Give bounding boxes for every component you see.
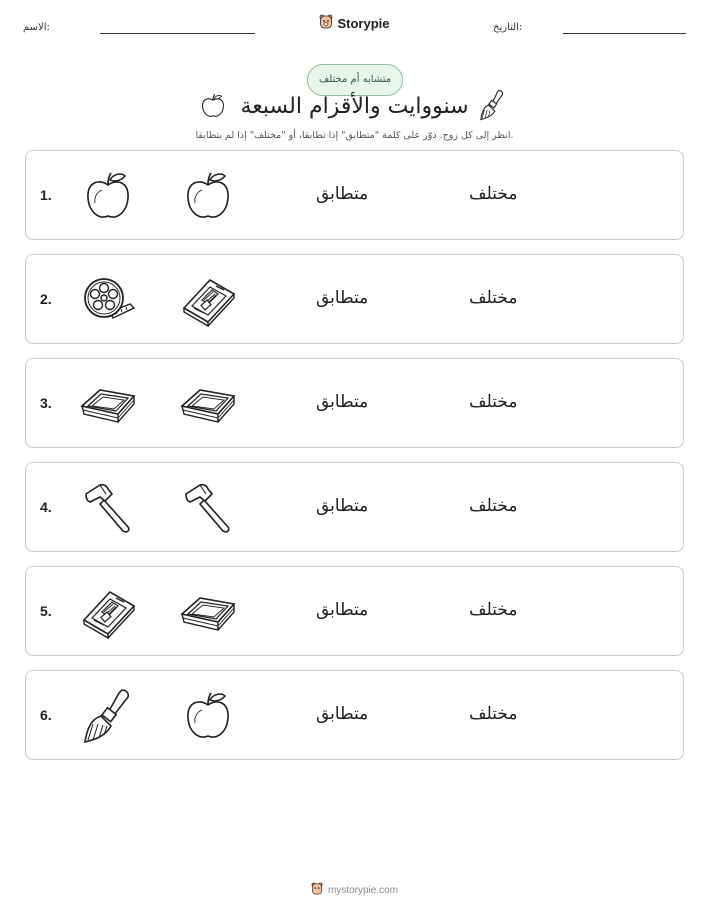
question-number: 3. (40, 395, 52, 411)
footer-url: mystorypie.com (327, 884, 398, 896)
brand-name: Storypie (337, 16, 390, 31)
same-option[interactable]: متطابق (316, 288, 369, 308)
same-option[interactable]: متطابق (316, 600, 369, 620)
apple-icon (180, 688, 236, 744)
worksheet-title: سنووايت والأقزام السبعة (240, 94, 469, 119)
brand-logo (0, 14, 709, 33)
different-option[interactable]: مختلف (469, 288, 518, 308)
instructions: انظر إلى كل زوج. دوّر على كلمة "متطابق" إذا تطابقا، أو "مختلف" إذا لم يتطابقا. (195, 130, 514, 141)
apple-icon (80, 168, 136, 224)
name-label: الاسم: (23, 22, 50, 33)
question-number: 1. (40, 187, 52, 203)
different-option[interactable]: مختلف (469, 392, 518, 412)
question-number: 2. (40, 291, 52, 307)
film-reel-icon (80, 272, 136, 328)
question-row (25, 670, 684, 760)
apple-icon (180, 168, 236, 224)
same-option[interactable]: متطابق (316, 704, 369, 724)
hammer-icon (180, 480, 236, 536)
bear-mascot-icon (319, 14, 333, 33)
date-line (563, 33, 686, 34)
different-option[interactable]: مختلف (469, 600, 518, 620)
worksheet-type-badge: متشابه أم مختلف (307, 64, 403, 96)
mousetrap-icon (80, 584, 136, 640)
date-label: التاريخ: (493, 22, 523, 33)
question-number: 5. (40, 603, 52, 619)
same-option[interactable]: متطابق (316, 496, 369, 516)
coffin-icon (80, 376, 136, 432)
different-option[interactable]: مختلف (469, 184, 518, 204)
same-option[interactable]: متطابق (316, 392, 369, 412)
name-line (100, 33, 255, 34)
mousetrap-icon (180, 272, 236, 328)
question-row (25, 150, 684, 240)
question-number: 6. (40, 707, 52, 723)
question-number: 4. (40, 499, 52, 515)
question-row (25, 462, 684, 552)
question-row (25, 566, 684, 656)
bear-mascot-icon (311, 882, 323, 898)
footer (0, 880, 709, 899)
question-row (25, 358, 684, 448)
brush-icon (80, 688, 136, 744)
different-option[interactable]: مختلف (469, 704, 518, 724)
coffin-icon (180, 376, 236, 432)
coffin-icon (180, 584, 236, 640)
hammer-icon (80, 480, 136, 536)
different-option[interactable]: مختلف (469, 496, 518, 516)
same-option[interactable]: متطابق (316, 184, 369, 204)
brush-icon (478, 89, 506, 125)
question-row (25, 254, 684, 344)
